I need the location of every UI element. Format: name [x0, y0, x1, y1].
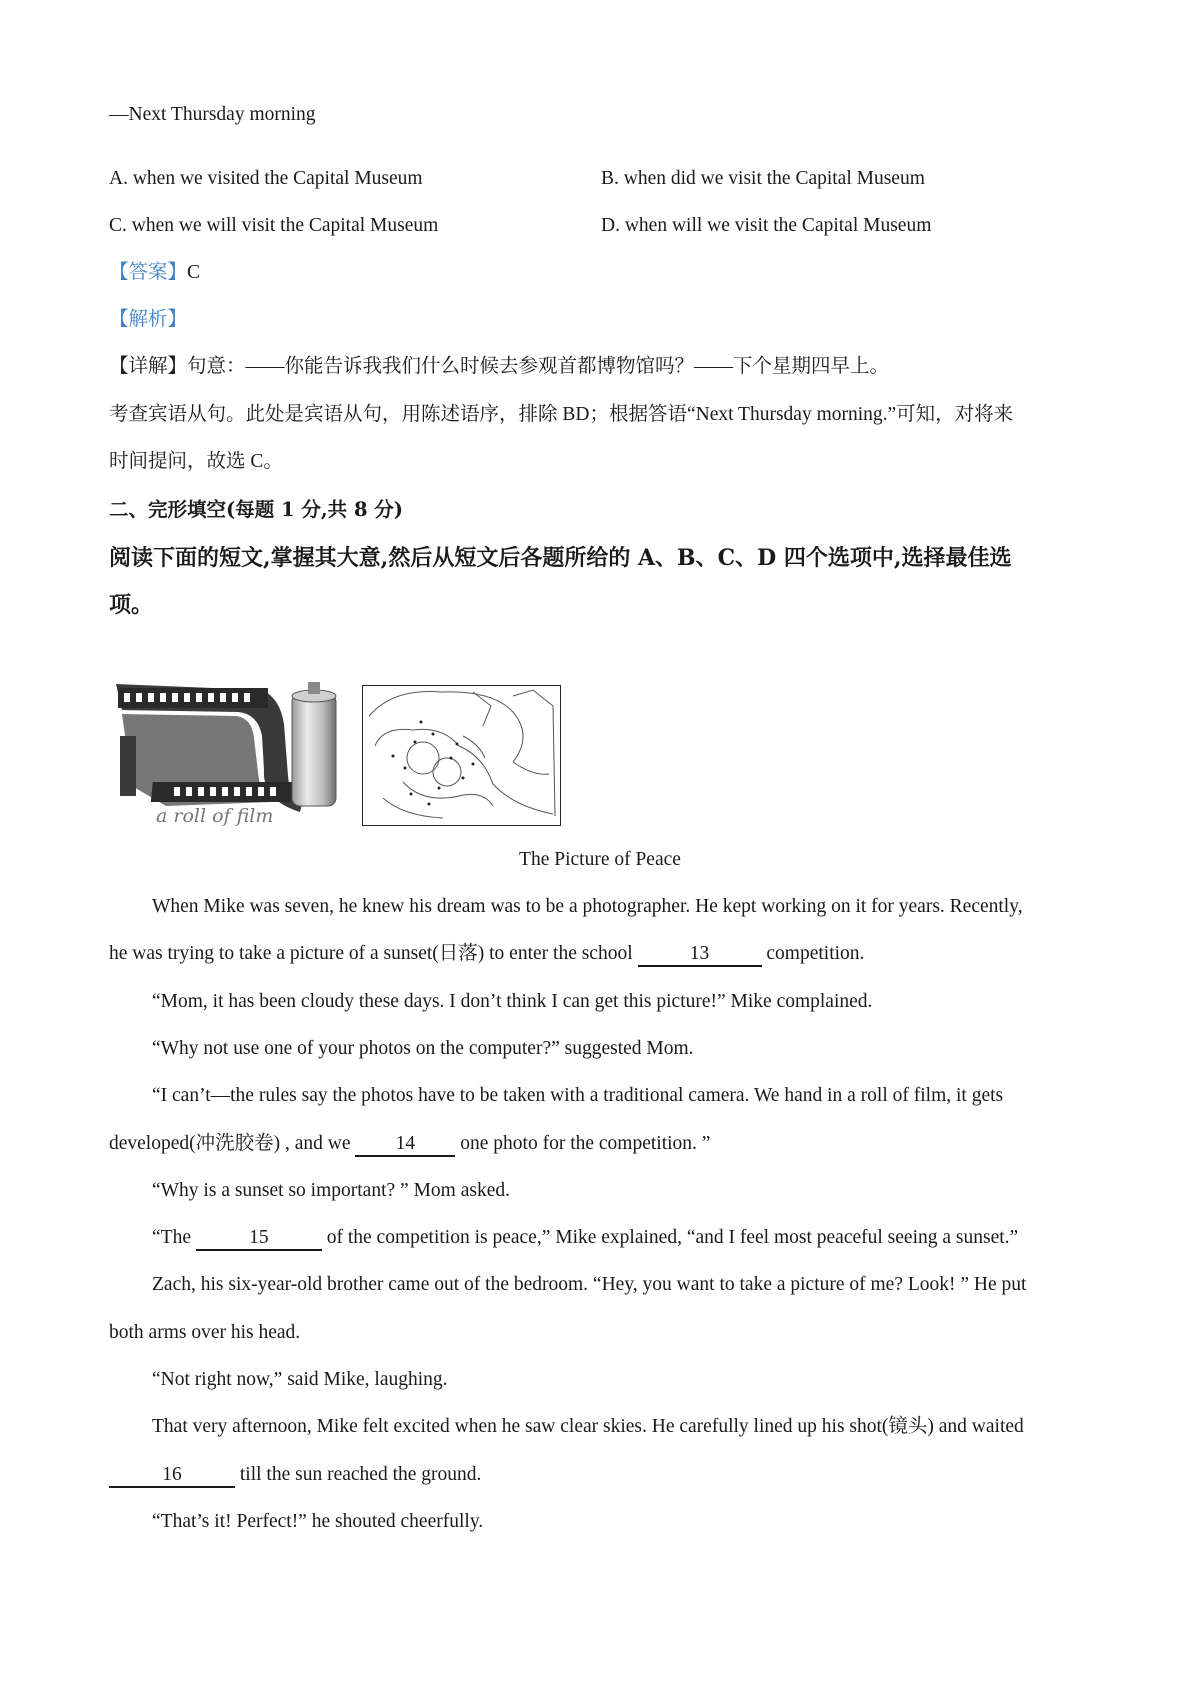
answer-row — [109, 259, 200, 287]
paragraph-7-line-1: Zach, his six-year-old brother came out of the bedroom. “Hey, you want to take a picture of me? Look! ” He put — [152, 1274, 1027, 1295]
blank-15: 15 — [196, 1227, 322, 1251]
paragraph-10: “That’s it! Perfect!” he shouted cheerfully. — [152, 1511, 484, 1532]
paragraph-2: “Mom, it has been cloudy these days. I don’t think I can get this picture!” Mike complained. — [152, 991, 873, 1012]
film-roll-illustration — [112, 676, 357, 826]
film-caption: a roll of film — [156, 805, 274, 826]
paragraph-6 — [152, 1224, 1018, 1252]
paragraph-3: “Why not use one of your photos on the computer?” suggested Mom. — [152, 1038, 694, 1059]
sleeping-child-sketch — [362, 685, 561, 826]
paragraph-9-line-2 — [109, 1461, 481, 1489]
text-segment: one photo for the competition. ” — [460, 1133, 711, 1154]
text-segment: competition. — [766, 943, 865, 964]
paragraph-1-line-2 — [109, 940, 864, 968]
paragraph-1-line-1: When Mike was seven, he knew his dream was to be a photographer. He kept working on it for years. Recently, — [152, 896, 1023, 917]
option-b: B. when did we visit the Capital Museum — [601, 168, 925, 189]
detail-line-2: 考查宾语从句。此处是宾语从句，用陈述语序，排除 BD；根据答语“Next Thursday morning.”可知，对将来 — [109, 404, 1014, 425]
detail-line-1: 【详解】句意：——你能告诉我我们什么时候去参观首都博物馆吗？——下个星期四早上。 — [109, 356, 890, 377]
instruction-line-2: 项。 — [109, 592, 154, 618]
film-roll-icon — [112, 676, 357, 826]
analysis-tag: 【解析】 — [109, 309, 188, 330]
answer-value: C — [187, 262, 201, 283]
sleeping-child-icon — [363, 686, 559, 824]
text-segment: he was trying to take a picture of a sunset(日落) to enter the school — [109, 943, 633, 964]
blank-13: 13 — [638, 943, 762, 967]
paragraph-4-line-1: “I can’t—the rules say the photos have to be taken with a traditional camera. We hand in a roll of film, it gets — [152, 1085, 1004, 1106]
paragraph-8: “Not right now,” said Mike, laughing. — [152, 1369, 448, 1390]
paragraph-7-line-2: both arms over his head. — [109, 1322, 301, 1343]
section-heading: 二、完形填空(每题 1 分,共 8 分) — [109, 498, 404, 521]
paragraph-9-line-1: That very afternoon, Mike felt excited when he saw clear skies. He carefully lined up his shot(镜头) and waited — [152, 1416, 1024, 1437]
paragraph-5: “Why is a sunset so important? ” Mom asked. — [152, 1180, 510, 1201]
option-c: C. when we will visit the Capital Museum — [109, 215, 439, 236]
text-segment: developed(冲洗胶卷) , and we — [109, 1133, 351, 1154]
option-d: D. when will we visit the Capital Museum — [601, 215, 932, 236]
text-segment: of the competition is peace,” Mike explained, “and I feel most peaceful seeing a sunset.” — [326, 1227, 1019, 1248]
text-segment: “The — [152, 1227, 191, 1248]
paragraph-4-line-2 — [109, 1130, 710, 1158]
text-segment: till the sun reached the ground. — [239, 1464, 482, 1485]
passage-title: The Picture of Peace — [519, 849, 681, 870]
answer-tag: 【答案】 — [109, 262, 188, 283]
instruction-line-1: 阅读下面的短文,掌握其大意,然后从短文后各题所给的 A、B、C、D 四个选项中,选择最佳选 — [109, 545, 1012, 571]
blank-16: 16 — [109, 1464, 235, 1488]
blank-14: 14 — [355, 1133, 455, 1157]
detail-line-3: 时间提问，故选 C。 — [109, 451, 283, 472]
option-a: A. when we visited the Capital Museum — [109, 168, 423, 189]
answer-line: —Next Thursday morning — [109, 104, 316, 125]
